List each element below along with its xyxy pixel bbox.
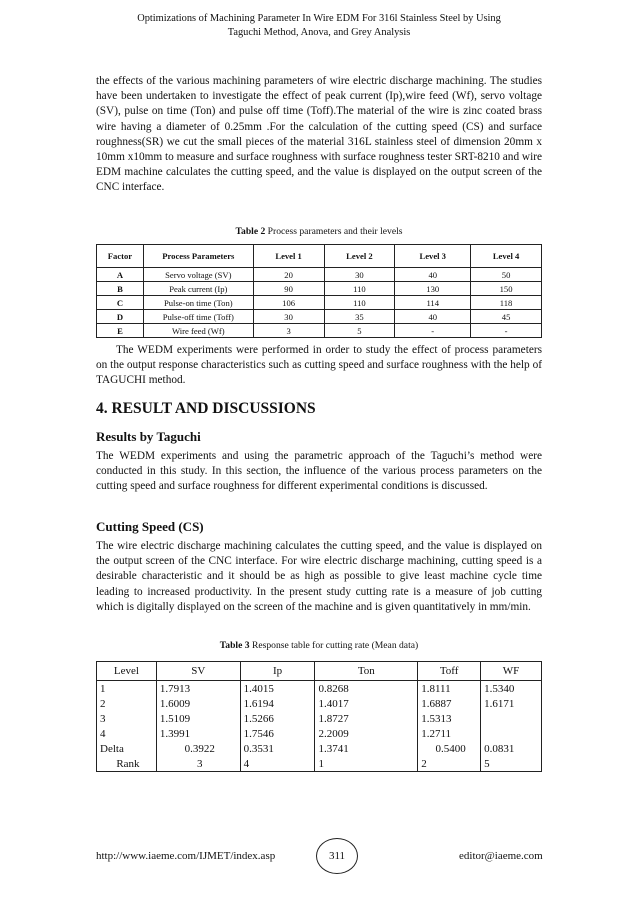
table-row bbox=[97, 726, 542, 741]
subsection-heading-cutting-speed: Cutting Speed (CS) bbox=[96, 519, 204, 534]
table-cell: 45 bbox=[471, 310, 542, 324]
table-row bbox=[97, 310, 542, 324]
table-cell: E bbox=[97, 324, 144, 338]
table-cell: 4 bbox=[97, 726, 157, 741]
table-cell: 40 bbox=[395, 310, 471, 324]
table-cell: 1 bbox=[315, 756, 418, 772]
table-header-row bbox=[97, 662, 542, 681]
table-cell: 110 bbox=[324, 282, 395, 296]
table-row bbox=[97, 282, 542, 296]
table-cell: Delta bbox=[97, 741, 157, 756]
page-number: 311 bbox=[316, 838, 358, 874]
table-cell: 1.6887 bbox=[418, 696, 481, 711]
table-row bbox=[97, 696, 542, 711]
table-cell: 3 bbox=[97, 711, 157, 726]
table-row bbox=[97, 268, 542, 282]
running-header-line2: Taguchi Method, Anova, and Grey Analysis bbox=[227, 27, 411, 38]
table-cell: 1.6009 bbox=[156, 696, 240, 711]
table-cell: 2 bbox=[418, 756, 481, 772]
table-cell: 130 bbox=[395, 282, 471, 296]
response-table bbox=[96, 661, 542, 772]
table-cell: 4 bbox=[240, 756, 315, 772]
table-cell: 30 bbox=[253, 310, 324, 324]
table-cell: 1.5266 bbox=[240, 711, 315, 726]
table-cell: 5 bbox=[481, 756, 542, 772]
table-cell: Pulse-off time (Toff) bbox=[143, 310, 253, 324]
header-cell: Level 1 bbox=[253, 245, 324, 268]
table-cell: 114 bbox=[395, 296, 471, 310]
table2-caption-text: Process parameters and their levels bbox=[265, 226, 403, 237]
table-cell: 1.3991 bbox=[156, 726, 240, 741]
footer-email[interactable]: editor@iaeme.com bbox=[459, 850, 543, 862]
process-parameters-table bbox=[96, 244, 542, 338]
table-cell: 0.3922 bbox=[156, 741, 240, 756]
table-cell: - bbox=[395, 324, 471, 338]
header-cell: Level 2 bbox=[324, 245, 395, 268]
table-cell: 1 bbox=[97, 681, 157, 697]
table-cell: 1.5313 bbox=[418, 711, 481, 726]
table3-caption-label: Table 3 bbox=[219, 640, 250, 651]
header-cell: Level bbox=[97, 662, 157, 681]
table-row-rank bbox=[97, 756, 542, 772]
table-cell: 150 bbox=[471, 282, 542, 296]
table-cell: 1.4017 bbox=[315, 696, 418, 711]
header-cell: Toff bbox=[418, 662, 481, 681]
cutting-speed-paragraph: The wire electric discharge machining calculates the cutting speed, and the value is displayed on the output screen of the CNC interface. For wire electric discharge machining, cutting speed is a desirable characteristic and it should be as high as possible to give least machine cycle time leading to increased productivity. In the present study cutting rate is a measure of job cutting which is digitally displayed on the screen of the machine and is given quantitatively in mm/min. bbox=[96, 540, 542, 613]
header-cell: Ton bbox=[315, 662, 418, 681]
table-cell: 1.8727 bbox=[315, 711, 418, 726]
table-cell: B bbox=[97, 282, 144, 296]
table-cell: 0.0831 bbox=[481, 741, 542, 756]
table-cell: 1.7913 bbox=[156, 681, 240, 697]
table-cell: 118 bbox=[471, 296, 542, 310]
header-cell: Process Parameters bbox=[143, 245, 253, 268]
taguchi-paragraph: The WEDM experiments and using the parametric approach of the Taguchi’s method were conducted in this study. In this section, the influence of the various process parameters on the cutting speed and surface roughness for different experimental conditions is discussed. bbox=[96, 450, 542, 493]
table-cell: 1.6194 bbox=[240, 696, 315, 711]
table-cell: 3 bbox=[253, 324, 324, 338]
table-row bbox=[97, 296, 542, 310]
table-cell: 110 bbox=[324, 296, 395, 310]
table-cell: 1.7546 bbox=[240, 726, 315, 741]
table-cell: 2 bbox=[97, 696, 157, 711]
table-cell: Pulse-on time (Ton) bbox=[143, 296, 253, 310]
table-row bbox=[97, 324, 542, 338]
table-cell: 40 bbox=[395, 268, 471, 282]
table-cell: 2.2009 bbox=[315, 726, 418, 741]
header-cell: Level 4 bbox=[471, 245, 542, 268]
table-row bbox=[97, 681, 542, 697]
footer-url[interactable]: http://www.iaeme.com/IJMET/index.asp bbox=[96, 850, 276, 862]
table-cell: Rank bbox=[97, 756, 157, 772]
table-cell: Servo voltage (SV) bbox=[143, 268, 253, 282]
table-cell bbox=[481, 711, 542, 726]
table-cell: 1.3741 bbox=[315, 741, 418, 756]
table-cell: 1.2711 bbox=[418, 726, 481, 741]
running-header-line1: Optimizations of Machining Parameter In Wire EDM For 316l Stainless Steel by Using bbox=[137, 13, 501, 24]
table-cell: 1.8111 bbox=[418, 681, 481, 697]
table-cell: 50 bbox=[471, 268, 542, 282]
intro-paragraph: the effects of the various machining parameters of wire electric discharge machining. The studies have been undertaken to investigate the effect of peak current (Ip),wire feed (Wf), servo voltage (SV), pulse on time (Ton) and pulse off time (Toff).The material of the wire is zinc coated brass wire having a diameter of 0.25mm .For the calculation of the cutting speed (CS) and surface roughness(SR) we cut the small pieces of the material 316L stainless steel of dimension 20mm x 10mm x10mm to measure and surface roughness with surface roughness tester SRT-8210 and wire EDM machine calculates the cutting speed, and the value is displayed on the output screen of the CNC interface. bbox=[96, 75, 542, 194]
table3-caption-text: Response table for cutting rate (Mean data) bbox=[249, 640, 419, 651]
table2-caption-label: Table 2 bbox=[235, 226, 266, 237]
table2-caption bbox=[96, 226, 542, 237]
header-cell: Factor bbox=[97, 245, 144, 268]
table3-caption bbox=[96, 640, 542, 651]
header-cell: Level 3 bbox=[395, 245, 471, 268]
table-cell: 0.8268 bbox=[315, 681, 418, 697]
table-cell: A bbox=[97, 268, 144, 282]
table-cell: 30 bbox=[324, 268, 395, 282]
subsection-heading-taguchi: Results by Taguchi bbox=[96, 429, 201, 444]
running-header bbox=[96, 12, 542, 40]
table-cell: Wire feed (Wf) bbox=[143, 324, 253, 338]
table-cell: 5 bbox=[324, 324, 395, 338]
table-cell bbox=[481, 726, 542, 741]
table-cell: Peak current (Ip) bbox=[143, 282, 253, 296]
table-cell: 1.5340 bbox=[481, 681, 542, 697]
header-cell: SV bbox=[156, 662, 240, 681]
table-cell: - bbox=[471, 324, 542, 338]
table-cell: 3 bbox=[156, 756, 240, 772]
table-cell: C bbox=[97, 296, 144, 310]
table-cell: 20 bbox=[253, 268, 324, 282]
table-row-delta bbox=[97, 741, 542, 756]
table-cell: 106 bbox=[253, 296, 324, 310]
table-cell: 1.4015 bbox=[240, 681, 315, 697]
table-header-row bbox=[97, 245, 542, 268]
table-cell: 90 bbox=[253, 282, 324, 296]
table-cell: 1.6171 bbox=[481, 696, 542, 711]
table-cell: 1.5109 bbox=[156, 711, 240, 726]
section-heading: 4. RESULT AND DISCUSSIONS bbox=[96, 400, 316, 417]
header-cell: Ip bbox=[240, 662, 315, 681]
table-cell: 0.3531 bbox=[240, 741, 315, 756]
table-row bbox=[97, 711, 542, 726]
table-cell: 35 bbox=[324, 310, 395, 324]
method-paragraph: The WEDM experiments were performed in order to study the effect of process parameters on the output response characteristics such as cutting speed and surface roughness with the help of TAGUCHI method. bbox=[96, 344, 542, 387]
table-cell: D bbox=[97, 310, 144, 324]
header-cell: WF bbox=[481, 662, 542, 681]
table-cell: 0.5400 bbox=[418, 741, 481, 756]
